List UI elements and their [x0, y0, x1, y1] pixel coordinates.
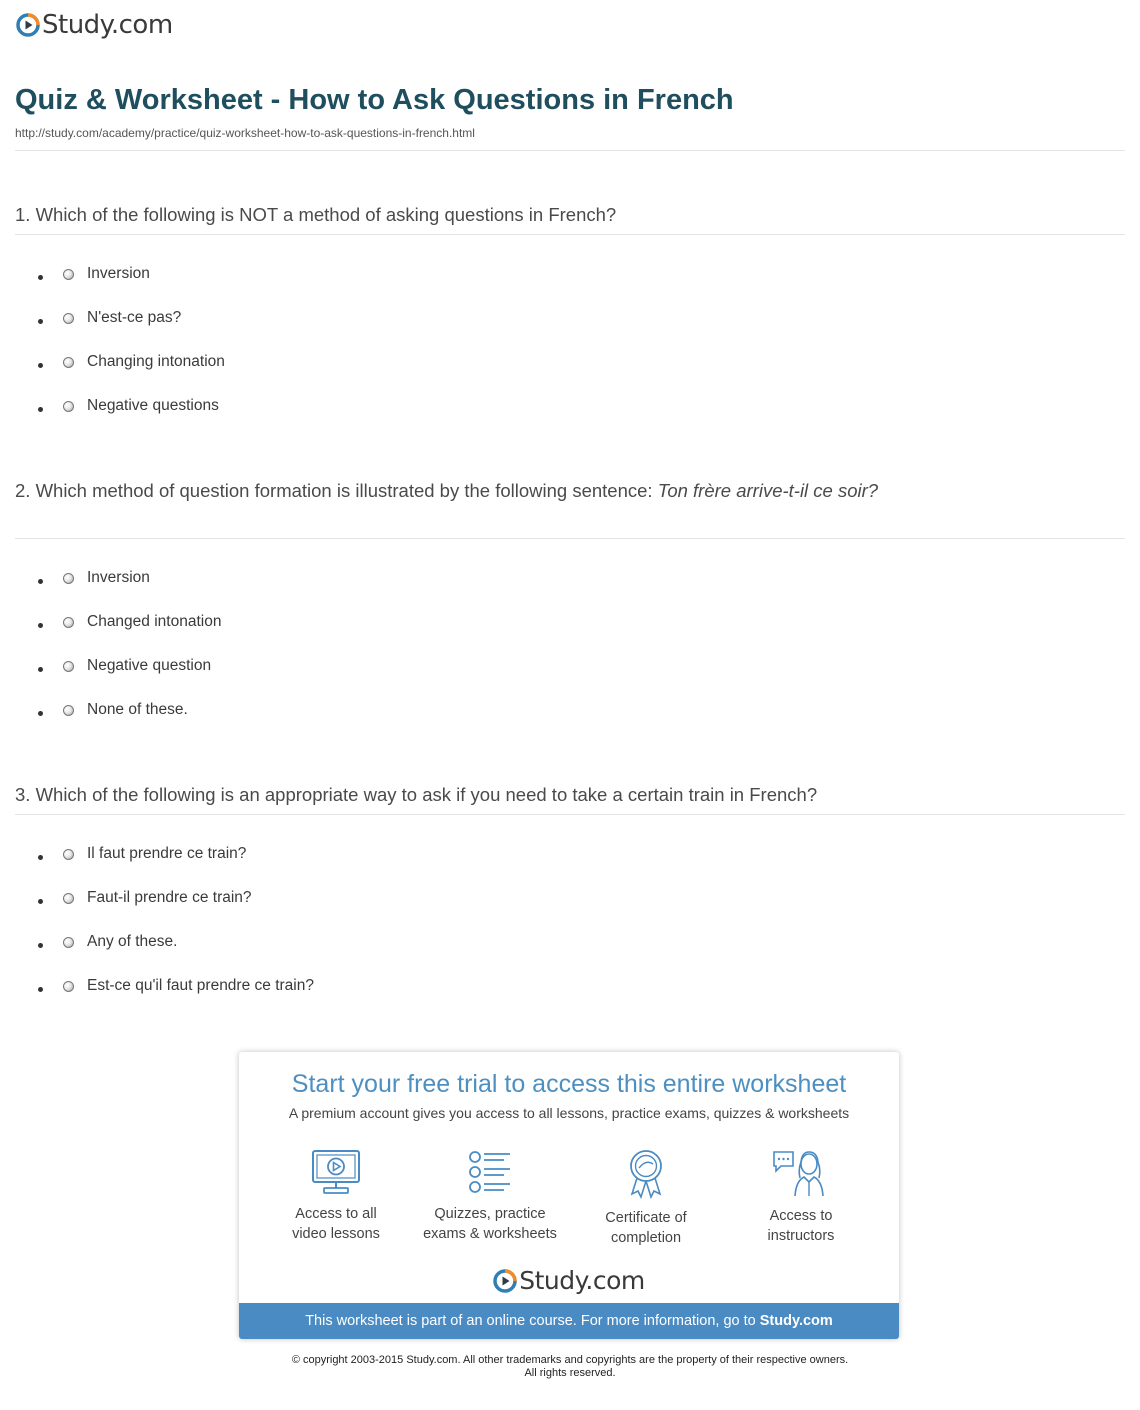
bullet: [38, 579, 43, 584]
bullet: [38, 987, 43, 992]
promo-bar-text: This worksheet is part of an online course. For more information, go to: [305, 1313, 760, 1329]
certificate-ribbon-icon: [624, 1148, 668, 1200]
answer-label: Inversion: [87, 265, 150, 282]
radio-button[interactable]: [63, 313, 74, 324]
bullet: [38, 319, 43, 324]
feature-instructors: [726, 1148, 876, 1246]
radio-button[interactable]: [63, 269, 74, 280]
radio-button[interactable]: [63, 893, 74, 904]
promo-bar-link[interactable]: Study.com: [759, 1313, 833, 1329]
answer-label: Est-ce qu'il faut prendre ce train?: [87, 977, 314, 994]
radio-button[interactable]: [63, 357, 74, 368]
bullet: [38, 623, 43, 628]
question-1-text: 1. Which of the following is NOT a method of asking questions in French?: [15, 204, 617, 225]
radio-button[interactable]: [63, 573, 74, 584]
promo-study-logo[interactable]: [239, 1266, 899, 1296]
feature-video-lessons: [261, 1148, 411, 1244]
radio-button[interactable]: [63, 401, 74, 412]
bullet: [38, 363, 43, 368]
bullet: [38, 275, 43, 280]
page-url: http://study.com/academy/practice/quiz-worksheet-how-to-ask-questions-in-french.html: [15, 126, 475, 140]
answer-label: Negative questions: [87, 397, 219, 414]
feature-label-line1: Quizzes, practice: [434, 1206, 546, 1222]
footer-line1: © copyright 2003-2015 Study.com. All other trademarks and copyrights are the property of their respective owners.: [291, 1354, 849, 1366]
answer-label: None of these.: [87, 701, 188, 718]
play-circle-icon: [493, 1269, 517, 1293]
promo-info-bar: [239, 1303, 899, 1339]
page-title: Quiz & Worksheet - How to Ask Questions in French: [15, 84, 734, 116]
answer-label: Any of these.: [87, 933, 178, 950]
answer-label: Il faut prendre ce train?: [87, 845, 247, 862]
header-divider: [15, 150, 1125, 151]
question-3-divider: [15, 814, 1125, 815]
answer-label: Changed intonation: [87, 613, 222, 630]
free-trial-promo[interactable]: [239, 1052, 899, 1339]
feature-certificate: [571, 1148, 721, 1248]
video-lesson-icon: [310, 1148, 362, 1196]
radio-button[interactable]: [63, 981, 74, 992]
question-1: [15, 201, 616, 229]
answer-label: Changing intonation: [87, 353, 225, 370]
play-circle-icon: [16, 13, 40, 37]
promo-heading[interactable]: Start your free trial to access this entire worksheet: [291, 1070, 847, 1098]
feature-label-line2: video lessons: [292, 1226, 380, 1242]
answer-label: Inversion: [87, 569, 150, 586]
copyright-footer: [0, 1354, 1140, 1380]
answer-label: Faut-il prendre ce train?: [87, 889, 252, 906]
feature-label-line2: exams & worksheets: [423, 1226, 557, 1242]
radio-button[interactable]: [63, 661, 74, 672]
question-1-divider: [15, 234, 1125, 235]
radio-button[interactable]: [63, 617, 74, 628]
bullet: [38, 711, 43, 716]
feature-label-line2: completion: [610, 1230, 682, 1246]
feature-label-line1: Certificate of: [605, 1210, 687, 1226]
instructor-chat-icon: [771, 1148, 831, 1198]
radio-button[interactable]: [63, 849, 74, 860]
question-2-text: 2. Which method of question formation is illustrated by the following sentence:: [15, 480, 658, 501]
bullet: [38, 899, 43, 904]
question-3: [15, 781, 817, 809]
radio-button[interactable]: [63, 937, 74, 948]
answer-label: N'est-ce pas?: [87, 309, 182, 326]
question-2-example-sentence: Ton frère arrive-t-il ce soir?: [657, 480, 879, 501]
question-2-divider: [15, 538, 1125, 539]
bullet: [38, 943, 43, 948]
feature-label-line1: Access to all: [295, 1206, 377, 1222]
answer-label: Negative question: [87, 657, 212, 674]
feature-label-line2: instructors: [767, 1228, 835, 1244]
feature-label-line1: Access to: [769, 1208, 833, 1224]
radio-button[interactable]: [63, 705, 74, 716]
promo-subheading: A premium account gives you access to all lessons, practice exams, quizzes & worksheets: [288, 1105, 850, 1121]
bullet: [38, 855, 43, 860]
bullet: [38, 407, 43, 412]
question-2: [15, 477, 925, 505]
logo-text: Study.com: [519, 1266, 645, 1295]
footer-line2: All rights reserved.: [524, 1367, 616, 1379]
logo-text: Study.com: [42, 10, 173, 40]
feature-quizzes: [415, 1148, 565, 1244]
study-logo[interactable]: [16, 10, 173, 40]
question-3-text: 3. Which of the following is an appropriate way to ask if you need to take a certain train in French?: [15, 784, 818, 805]
bullet: [38, 667, 43, 672]
quiz-list-icon: [466, 1148, 514, 1196]
